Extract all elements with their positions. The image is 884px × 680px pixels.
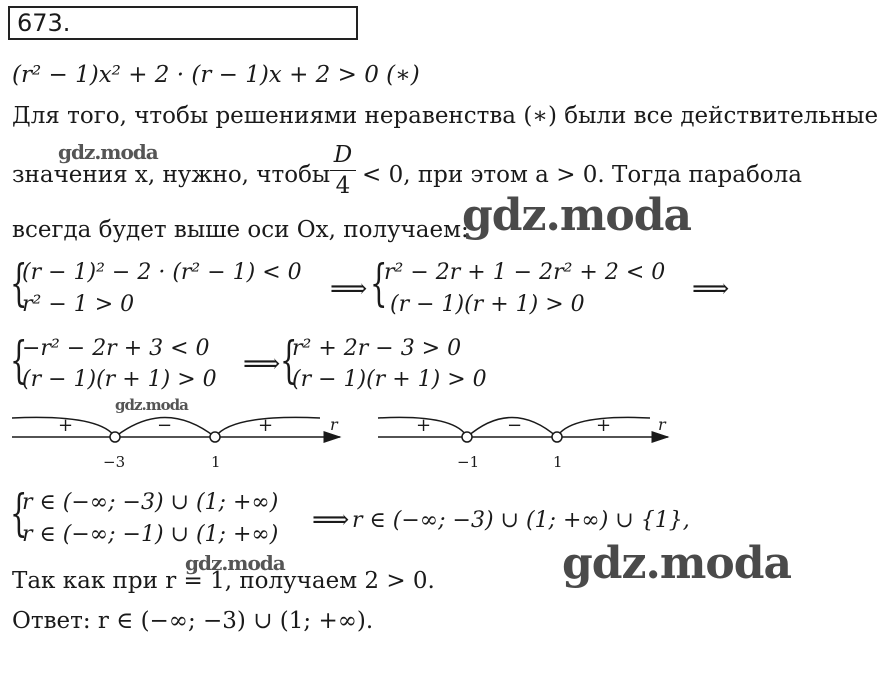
- number-line-2: [378, 415, 668, 471]
- open-point-2a: [462, 432, 472, 442]
- sys1-right-line1: r² − 2r + 1 − 2r² + 2 < 0: [384, 260, 666, 285]
- implies-arrow-3: ⟹: [243, 349, 281, 379]
- main-inequality: (r² − 1)x² + 2 · (r − 1)x + 2 > 0 (∗): [12, 62, 420, 88]
- axis-1-point-a: −3: [103, 453, 126, 471]
- axis-2-point-a: −1: [457, 453, 480, 471]
- watermark-3: gdz.moda: [115, 396, 188, 414]
- axis-2-point-b: 1: [553, 453, 563, 471]
- sys1-right-line2: (r − 1)(r + 1) > 0: [390, 292, 585, 317]
- watermark-2: gdz.moda: [462, 190, 692, 241]
- text-line-2b: < 0, при этом a > 0. Тогда парабола: [362, 162, 802, 188]
- system-brace-2: {: [370, 254, 388, 312]
- text-line-3: всегда будет выше оси Ox, получаем:: [12, 217, 469, 243]
- fraction-denominator: 4: [335, 173, 351, 199]
- implies-arrow-1: ⟹: [330, 274, 368, 304]
- fraction-d-over-4: [330, 142, 356, 199]
- open-point-1a: [110, 432, 120, 442]
- axis-1-point-b: 1: [211, 453, 221, 471]
- sys2-right-line2: (r − 1)(r + 1) > 0: [292, 367, 487, 392]
- sign-1-minus: −: [157, 415, 173, 436]
- system-brace-4: {: [280, 331, 298, 389]
- axis-2-var: r: [658, 415, 666, 434]
- fraction-numerator: D: [333, 142, 353, 168]
- system-brace-3: {: [10, 331, 28, 389]
- implies-arrow-2: ⟹: [692, 274, 730, 304]
- sign-1-plus-left: +: [58, 415, 74, 436]
- number-line-1: [12, 415, 340, 471]
- answer-line: Ответ: r ∈ (−∞; −3) ∪ (1; +∞).: [12, 608, 374, 634]
- watermark-4: gdz.moda: [562, 538, 792, 589]
- problem-number: 673.: [17, 9, 71, 37]
- open-point-2b: [552, 432, 562, 442]
- sys2-left-line1: −r² − 2r + 3 < 0: [22, 336, 210, 361]
- implies-arrow-4: ⟹: [312, 505, 350, 535]
- sys3-line1: r ∈ (−∞; −3) ∪ (1; +∞): [22, 490, 279, 515]
- system-brace-1: {: [10, 254, 28, 312]
- sign-1-plus-right: +: [258, 415, 274, 436]
- text-line-2a: значения x, нужно, чтобы: [12, 162, 331, 188]
- sys2-right-line1: r² + 2r − 3 > 0: [292, 336, 462, 361]
- sign-2-minus: −: [507, 415, 523, 436]
- sign-2-plus-left: +: [416, 415, 432, 436]
- text-line-1: Для того, чтобы решениями неравенства (∗) были все действительные: [12, 103, 879, 129]
- sys3-line2: r ∈ (−∞; −1) ∪ (1; +∞): [22, 522, 279, 547]
- sys1-left-line2: r² − 1 > 0: [22, 292, 135, 317]
- axis-1-var: r: [330, 415, 338, 434]
- sys1-left-line1: (r − 1)² − 2 · (r² − 1) < 0: [22, 260, 302, 285]
- watermark-5: gdz.moda: [185, 551, 285, 575]
- watermark-1: gdz.moda: [58, 140, 158, 164]
- system-brace-5: {: [10, 484, 28, 542]
- fraction-bar: [330, 170, 356, 171]
- sign-2-plus-right: +: [596, 415, 612, 436]
- text-case-r1: Так как при r = 1, получаем 2 > 0.: [12, 568, 435, 594]
- sys2-left-line2: (r − 1)(r + 1) > 0: [22, 367, 217, 392]
- problem-number-box: [8, 6, 358, 40]
- open-point-1b: [210, 432, 220, 442]
- sys3-result: r ∈ (−∞; −3) ∪ (1; +∞) ∪ {1},: [352, 508, 690, 533]
